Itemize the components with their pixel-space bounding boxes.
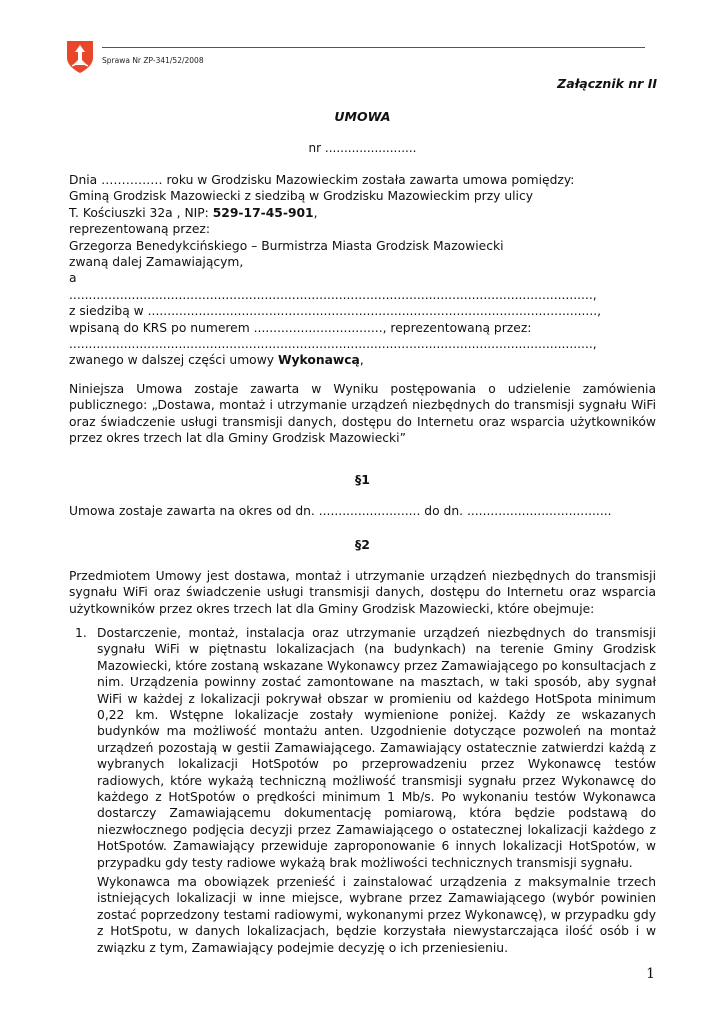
list-item-number: 1. — [75, 626, 87, 640]
page-number: 1 — [646, 966, 655, 982]
represented-by: reprezentowaną przez: — [69, 222, 210, 237]
party1-address: T. Kościuszki 32a , NIP: 529-17-45-901, — [69, 205, 318, 220]
party2-seat-blank: z siedzibą w ..................................................................................................................., — [69, 304, 602, 319]
purpose-paragraph: Niniejsza Umowa zostaje zawarta w Wyniku postępowania o udzielenie zamówienia publicznego: „Dostawa, montaż i utrzymanie urządzeń niezbędnych do transmisji sygnału WiFi oraz świadczenie usługi transmisji danych, dostępu do Internetu oraz wsparcia użytkowników przez okres trzech lat dla Gminy Grodzisk Mazowiecki” — [69, 382, 656, 446]
party1-alias: zwaną dalej Zamawiającym, — [69, 255, 244, 270]
nip-number: 529-17-45-901 — [212, 205, 314, 220]
attachment-label: Załącznik nr II — [557, 76, 657, 91]
parties-block — [69, 172, 649, 369]
contractor-term: Wykonawcą — [277, 353, 360, 368]
party2-name-blank: ......................................................................................................................................, — [69, 287, 597, 302]
case-number: Sprawa Nr ZP-341/52/2008 — [102, 56, 204, 65]
party2-krs-blank: wpisaną do KRS po numerem ................................., reprezentowaną przez: — [69, 320, 532, 335]
list-item-text: Dostarczenie, montaż, instalacja oraz utrzymanie urządzeń niezbędnych do transmisji sygnału WiFi w piętnastu lokalizacjach (na budynkach) na terenie Gminy Grodzisk Mazowiecki, które zostaną wskazane Wykonawcy przez Zamawiającego po konsultacjach z nim. Urządzenia powinny zostać zamontowane na masztach, w taki sposób, aby sygnał WiFi w każdej z lokalizacji pokrywał obszar w promieniu od każdego HotSpota minimum 0,22 km. Wstępne lokalizacje zostały wymienione poniżej. Każdy ze wskazanych budynków ma możliwość montażu anten. Uzgodnienie dotyczące pozwoleń na montaż urządzeń pozostają w gestii Zamawiającego. Zamawiający ostatecznie zatwierdzi każdą z wybranych lokalizacji HotSpotów po przeprowadzeniu przez Wykonawcę testów radiowych, które wykażą techniczną możliwość transmisji sygnału przez Wykonawcę do każdego z HotSpotów o prędkości minimum 1 Mb/s. Po wykonaniu testów Wykonawca dostarczy Zamawiającemu dokumentację pomiarową, która będzie podstawą do niezwłocznego podjęcia decyzji przez Zamawiającego o ostatecznej lokalizacji każdego z HotSpotów. Zamawiający przewiduje zaproponowanie 6 innych lokalizacji HotSpotów, w przypadku gdy testy radiowe wykażą brak możliwości technicznych transmisji sygnału. — [97, 626, 656, 870]
municipal-crest-logo — [66, 40, 94, 74]
document-title: UMOWA — [334, 109, 391, 124]
list-item-1 — [75, 625, 656, 871]
header-rule — [102, 47, 645, 48]
list-item-1-continuation: Wykonawca ma obowiązek przenieść i zainstalować urządzenia z maksymalnie trzech istniejących lokalizacji w inne miejsce, wybrane przez Zamawiającego (wybór powinien zostać poprzedzony testami radiowymi, wykonanymi przez Wykonawcę), w przypadku gdy z HotSpotu, w danych lokalizacjach, będzie korzystała niewystarczająca ilość osób i w związku z tym, Zamawiający podejmie decyzję o ich przeniesieniu. — [97, 875, 656, 955]
representative-name: Grzegorza Benedykcińskiego – Burmistrza Miasta Grodzisk Mazowiecki — [69, 238, 504, 253]
conjunction: a — [69, 271, 77, 286]
section-2-heading: §2 — [355, 537, 370, 552]
contract-term-line: Umowa zostaje zawarta na okres od dn. .......................... do dn. ..................................... — [69, 504, 612, 518]
party1-name: Gminą Grodzisk Mazowiecki z siedzibą w Grodzisku Mazowieckim przy ulicy — [69, 189, 534, 204]
section-1-heading: §1 — [355, 472, 370, 487]
subject-paragraph: Przedmiotem Umowy jest dostawa, montaż i utrzymanie urządzeń niezbędnych do transmisji sygnału WiFi oraz świadczenie usługi transmisji danych, dostępu do Internetu oraz wsparcia użytkowników przez okres trzech lat dla Gminy Grodzisk Mazowiecki, które obejmuje: — [69, 569, 656, 616]
contract-number-line: nr ........................ — [308, 141, 417, 155]
party2-alias: zwanego w dalszej części umowy Wykonawcą, — [69, 353, 364, 368]
party2-representative-blank: ......................................................................................................................................, — [69, 337, 597, 352]
date-line: Dnia …………… roku w Grodzisku Mazowieckim została zawarta umowa pomiędzy: — [69, 173, 575, 187]
